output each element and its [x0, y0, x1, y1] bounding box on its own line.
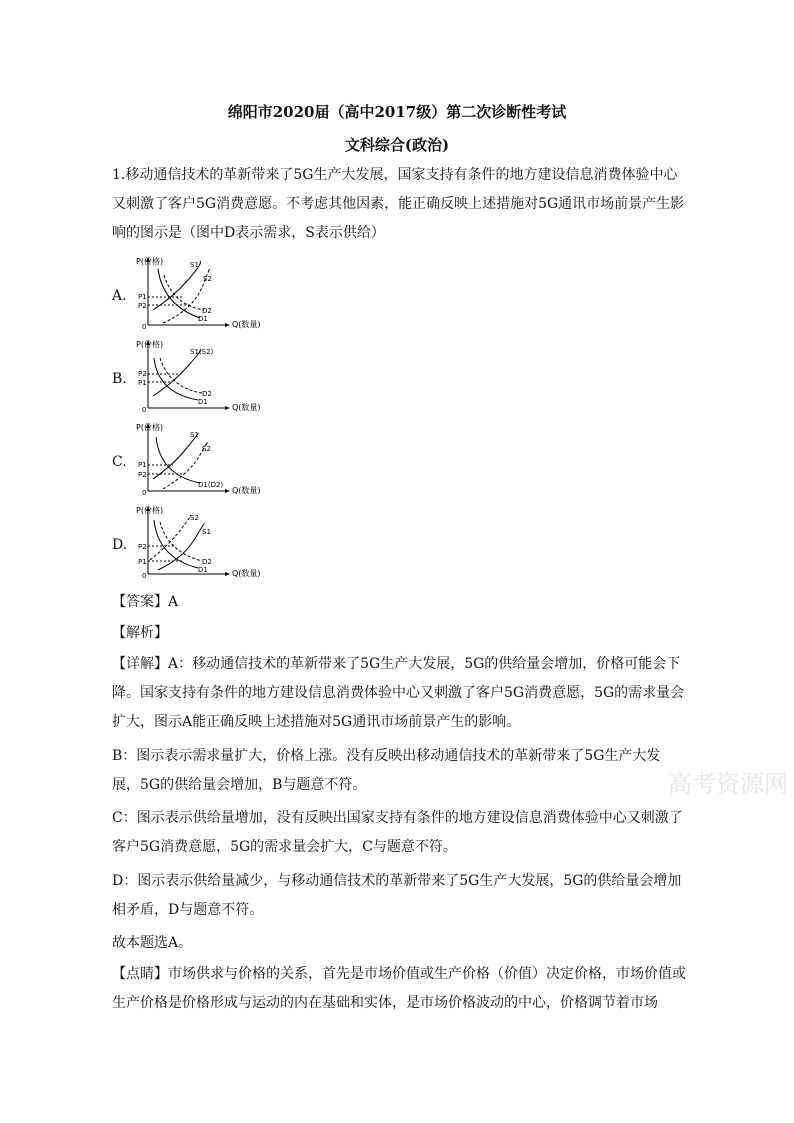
option-b-d2: D2 [202, 390, 212, 398]
analysis-heading: 【解析】 [112, 625, 168, 641]
option-b-p-top: P2 [138, 370, 147, 378]
option-d-d1: D1 [198, 566, 208, 574]
option-d-p-bot: P1 [138, 558, 147, 566]
question-text: 1.移动通信技术的革新带来了5G生产大发展，国家支持有条件的地方建设信息消费体验中心又刺激了客户5G消费意愿。不考虑其他因素，能正确反映上述措施对5G通讯市场前景产生影响的图示是（图中D表示需求，S表示供给） [112, 167, 685, 241]
explain-b: B：图示表示需求量扩大，价格上涨。没有反映出移动通信技术的革新带来了5G生产大发展，5G的供给量会增加，B与题意不符。 [112, 748, 661, 793]
option-b-origin: 0 [142, 406, 147, 414]
option-a-p-top: P1 [138, 293, 147, 301]
option-a-chart [128, 255, 268, 335]
option-b-xlabel: Q(数量) [232, 403, 261, 412]
note-text: 【点睛】市场供求与价格的关系，首先是市场价值或生产价格（价值）决定价格，市场价值或生产价格是价格形成与运动的内在基础和实体，是市场价格波动的中心，价格调节着市场 [112, 966, 686, 1011]
option-c-letter: C. [112, 454, 127, 470]
explain-c: C：图示表示供给量增加，没有反映出国家支持有条件的地方建设信息消费体验中心又刺激了客户5G消费意愿，5G的需求量会扩大，C与题意不符。 [112, 810, 683, 855]
option-b-letter: B. [112, 371, 127, 387]
option-d-letter: D. [112, 537, 128, 553]
option-c-chart [128, 421, 268, 501]
answer-text: 【答案】A [112, 594, 179, 610]
explain-a: 【详解】A：移动通信技术的革新带来了5G生产大发展，5G的供给量会增加，价格可能会下降。国家支持有条件的地方建设信息消费体验中心又刺激了客户5G消费意愿，5G的需求量会扩大，图示A能正确反映上述措施对5G通讯市场前景产生的影响。 [112, 656, 685, 730]
option-b-ylabel: P(价格) [136, 340, 164, 349]
option-c-p-bot: P2 [138, 471, 147, 479]
option-d-s2: S2 [190, 514, 199, 522]
conclusion-text: 故本题选A。 [112, 935, 193, 951]
option-d-s1: S1 [202, 528, 211, 536]
option-a-origin: 0 [142, 323, 147, 331]
doc-subtitle: 文科综合(政治) [344, 136, 450, 154]
option-c-s2: S2 [202, 445, 211, 453]
option-a-d1: D1 [198, 315, 208, 323]
option-b-d1: D1 [198, 398, 208, 406]
option-d-xlabel: Q(数量) [232, 569, 261, 578]
option-a-s1: S1 [190, 261, 199, 269]
doc-title: 绵阳市2020届（高中2017级）第二次诊断性考试 [227, 103, 567, 121]
watermark: 高考资源网 [668, 770, 788, 798]
option-a-p-bot: P2 [138, 302, 147, 310]
option-d-p-top: P2 [138, 543, 147, 551]
option-b-s1: S1(S2) [190, 348, 214, 356]
option-d-chart [128, 504, 268, 584]
option-a-xlabel: Q(数量) [232, 320, 261, 329]
option-c-d1: D1(D2) [198, 481, 224, 489]
option-a-ylabel: P(价格) [136, 257, 164, 266]
option-c-s1: S1 [190, 431, 199, 439]
option-c-origin: 0 [142, 489, 147, 497]
option-a-d2: D2 [202, 307, 212, 315]
option-d-ylabel: P(价格) [136, 506, 164, 515]
option-c-ylabel: P(价格) [136, 423, 164, 432]
option-c-p-top: P1 [138, 461, 147, 469]
option-d-d2: D2 [202, 558, 212, 566]
option-c-xlabel: Q(数量) [232, 486, 261, 495]
option-b-p-bot: P1 [138, 379, 147, 387]
option-b-chart [128, 338, 268, 418]
option-d-origin: 0 [142, 572, 147, 580]
option-a-letter: A. [112, 288, 127, 304]
option-a-s2: S2 [203, 275, 212, 283]
explain-d: D：图示表示供给量减少，与移动通信技术的革新带来了5G生产大发展，5G的供给量会增加相矛盾，D与题意不符。 [112, 873, 682, 918]
